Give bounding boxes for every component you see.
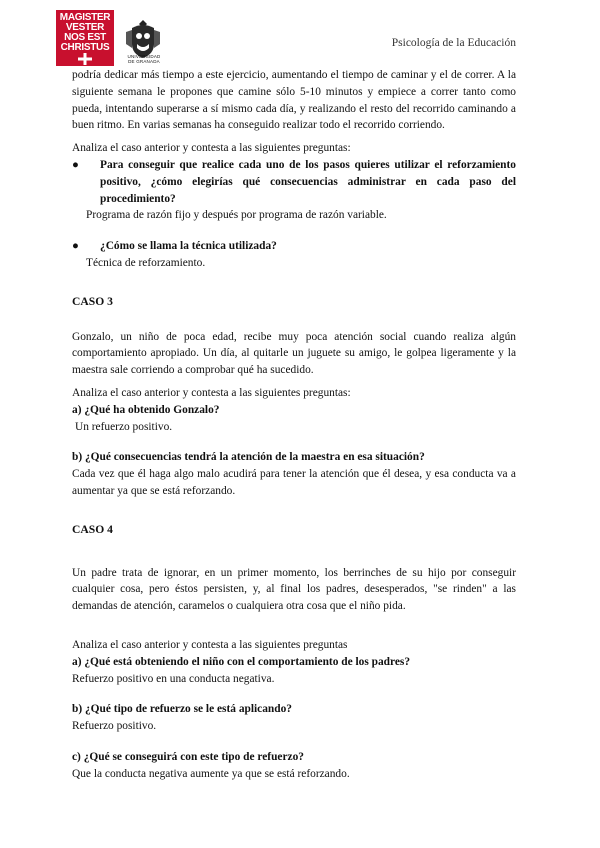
magister-logo — [56, 10, 114, 66]
bullet-icon: ● — [72, 158, 79, 171]
caso3-prompt: Analiza el caso anterior y contesta a las siguientes preguntas: — [72, 386, 351, 399]
caso4-answer-b: Refuerzo positivo. — [72, 720, 157, 733]
intro-answer-2: Técnica de reforzamiento. — [86, 256, 206, 269]
caso3-question-a: a) ¿Qué ha obtenido Gonzalo? — [72, 403, 220, 416]
header-title: Psicología de la Educación — [391, 37, 516, 49]
university-line-2: DE GRANADA — [128, 59, 160, 64]
caso4-answer-a: Refuerzo positivo en una conducta negativa. — [72, 672, 275, 685]
intro-paragraph: podría dedicar más tiempo a este ejercicio, aumentando el tiempo de caminar y el de correr. A la siguiente semana le propones que camine sólo 5-10 minutos y empiece a correr tanto como pueda, intentando superarse a sí mismo cada día, y realizando el resto del recorrido caminando a buen ritmo. En varias semanas ha conseguido realizar todo el recorrido corriendo. — [72, 69, 516, 132]
caso4-paragraph: Un padre trata de ignorar, en un primer momento, los berrinches de su hijo por conseguir cualquier cosa, pero éstos persisten, y, al final los padres, desesperados, "se rinden" a las demandas de atención, caramelos o cualquiera otra cosa que el niño pida. — [72, 566, 516, 613]
intro-prompt: Analiza el caso anterior y contesta a las siguientes preguntas: — [72, 142, 351, 155]
document-body — [72, 67, 516, 783]
caso3-answer-a: Un refuerzo positivo. — [75, 420, 173, 433]
bullet-icon: ● — [72, 240, 79, 253]
logo-line-2: VESTER — [65, 22, 105, 33]
logo-line-1: MAGISTER — [59, 12, 111, 23]
caso3-answer-b: Cada vez que él haga algo malo acudirá para tener la atención que él desea, y esa conducta va a aumentar ya que se está reforzando. — [72, 468, 516, 497]
intro-question-2 — [72, 238, 516, 255]
caso4-question-c: c) ¿Qué se conseguirá con este tipo de refuerzo? — [72, 750, 304, 763]
intro-answer-1: Programa de razón fijo y después por programa de razón variable. — [86, 209, 387, 222]
caso4-answer-c: Que la conducta negativa aumente ya que se está reforzando. — [72, 767, 350, 780]
logo-line-3: NOS EST — [64, 32, 106, 43]
caso4-question-b: b) ¿Qué tipo de refuerzo se le está aplicando? — [72, 703, 292, 716]
caso4-prompt: Analiza el caso anterior y contesta a las siguientes preguntas — [72, 638, 348, 651]
cross-icon — [76, 53, 94, 65]
caso4-title: CASO 4 — [72, 522, 113, 536]
intro-question-2-text: ¿Cómo se llama la técnica utilizada? — [100, 240, 277, 253]
university-name — [118, 54, 170, 64]
logo-line-4: CHRISTUS — [60, 42, 110, 53]
caso3-title: CASO 3 — [72, 294, 113, 308]
university-line-1: UNIVERSIDAD — [127, 54, 161, 59]
intro-question-1-text: Para conseguir que realice cada uno de los pasos quieres utilizar el reforzamiento positivo, ¿cómo elegirías qué consecuencias administrar en cada paso del procedimiento? — [100, 158, 516, 205]
caso3-paragraph: Gonzalo, un niño de poca edad, recibe muy poca atención social cuando realiza algún comportamiento apropiado. Un día, al quitarle un juguete su amigo, le golpea ligeramente y la maestra sale corriendo a comprobar qué ha sucedido. — [72, 330, 516, 377]
caso3-question-b: b) ¿Qué consecuencias tendrá la atención de la maestra en esa situación? — [72, 451, 425, 464]
intro-question-1 — [72, 157, 516, 207]
caso4-question-a: a) ¿Qué está obteniendo el niño con el comportamiento de los padres? — [72, 655, 411, 668]
